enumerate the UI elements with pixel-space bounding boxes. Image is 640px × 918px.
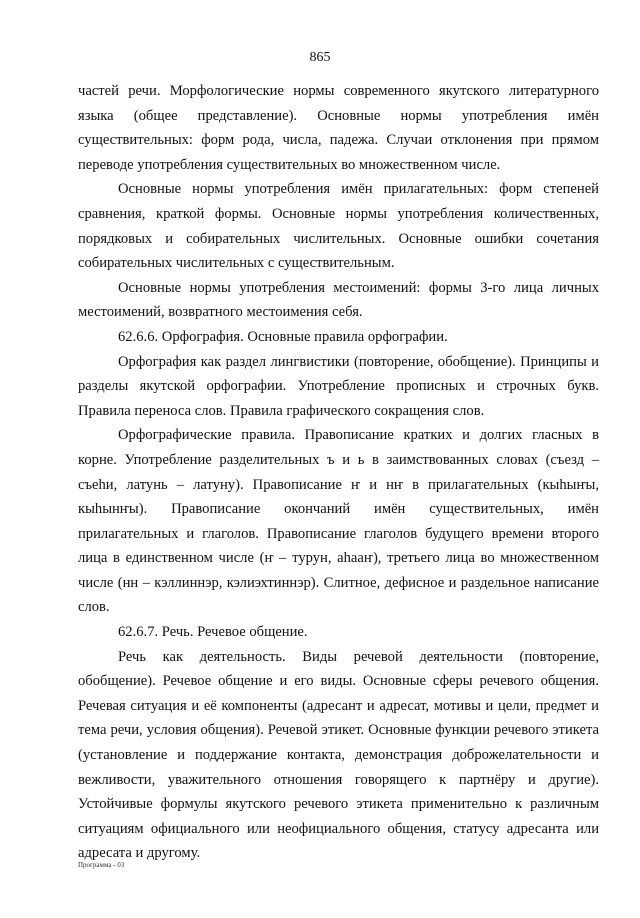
- page-number: 865: [309, 50, 331, 65]
- paragraph: Орфография как раздел лингвистики (повторение, обобщение). Принципы и разделы якутской орфографии. Употребление прописных и строчных букв. Правила переноса слов. Правила графического сокращения слов.: [78, 353, 599, 419]
- paragraph: Основные нормы употребления местоимений: формы 3-го лица личных местоимений, возвратного местоимения себя.: [78, 279, 599, 321]
- paragraph: Орфографические правила. Правописание кратких и долгих гласных в корне. Употребление разделительных ъ и ь в заимствованных словах (съезд – съеhи, латунь – латуну). Правописание ҥ и нҥ в прилагательных (кыhыҥы, кыhынҥы). Правописание окончаний имён существительных, имён прилагательных и глаголов. Правописание глаголов будущего времени второго лица в единственном числе (ҥ – турун, аhааҥ), третьего лица во множественном числе (нн – кэллиннэр, кэлиэхтиннэр). Слитное, дефисное и раздельное написание слов.: [78, 427, 599, 616]
- section-heading: 62.6.6. Орфография. Основные правила орфографии.: [118, 328, 448, 345]
- paragraph-continuation: частей речи. Морфологические нормы современного якутского литературного языка (общее представление). Основные нормы употребления имён существительных: форм рода, числа, падежа. Случаи отклонения при прямом переводе употребления существительных во множественном числе.: [78, 83, 599, 173]
- document-body: [78, 79, 599, 866]
- paragraph: Основные нормы употребления имён прилагательных: форм степеней сравнения, краткой формы. Основные нормы употребления количественных, порядковых и собирательных числительных. Основные ошибки сочетания собирательных числительных с существительным.: [78, 181, 599, 272]
- section-heading: 62.6.7. Речь. Речевое общение.: [118, 624, 308, 641]
- paragraph: Речь как деятельность. Виды речевой деятельности (повторение, обобщение). Речевое общение и его виды. Основные сферы речевого общения. Речевая ситуация и её компоненты (адресант и адресат, мотивы и цели, предмет и тема речи, условия общения). Речевой этикет. Основные функции речевого этикета (установление и поддержание контакта, демонстрация доброжелательности и вежливости, уважительного отношения говорящего к партнёру и другие). Устойчивые формулы якутского речевого этикета применительно к различным ситуациям официального или неофициального общения, статусу адресанта или адресата и другому.: [78, 648, 599, 862]
- footer-label: Программа - 03: [78, 861, 125, 869]
